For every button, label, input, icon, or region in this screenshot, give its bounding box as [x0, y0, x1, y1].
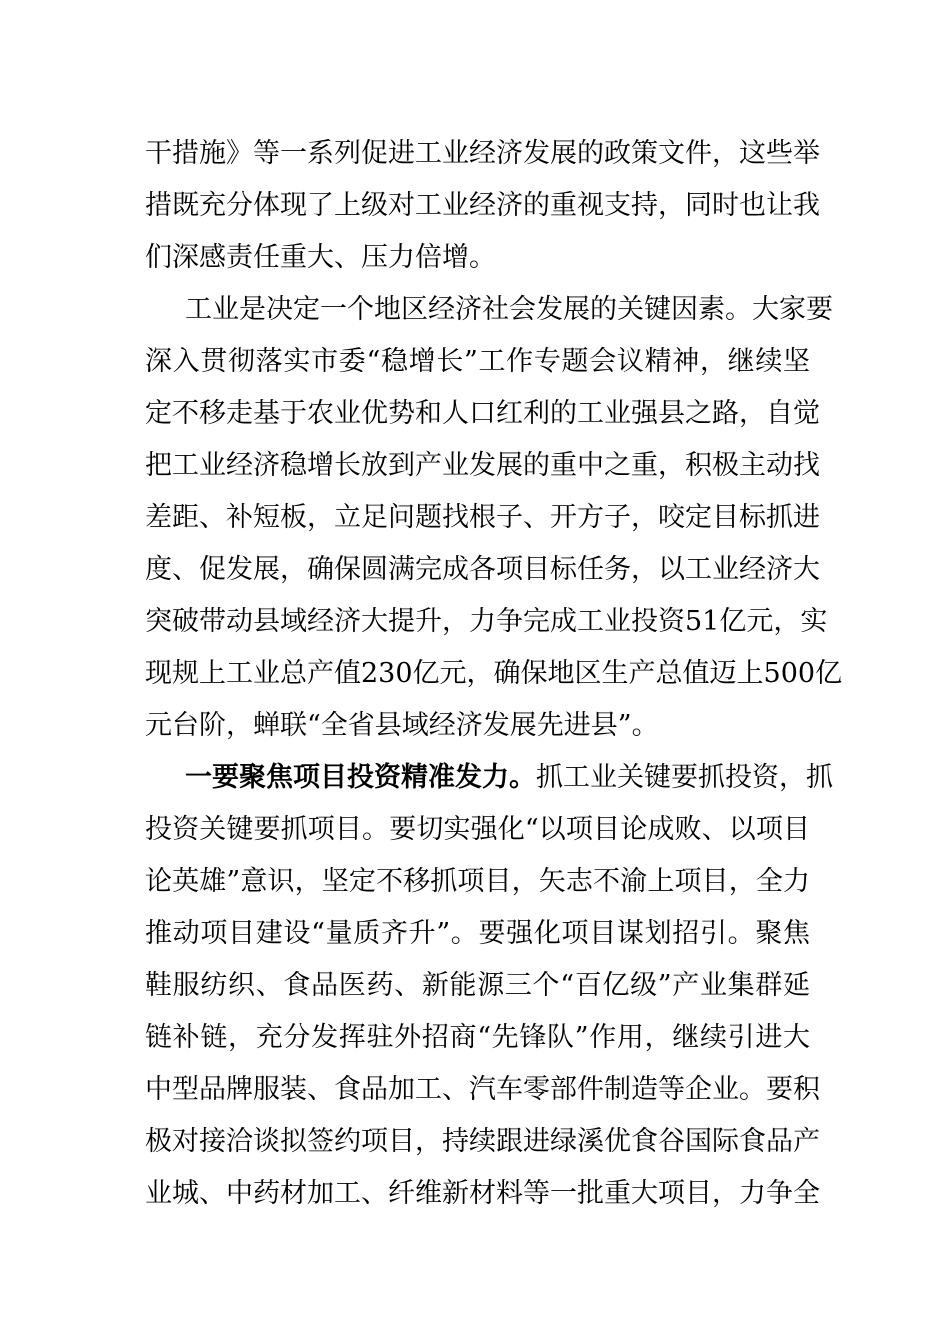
section-heading: 一要聚焦项目投资精准发力。 — [185, 762, 536, 793]
text-line — [145, 752, 833, 804]
text-line: 投资关键要抓项目。要切实强化“以项目论成败、以项目 — [145, 814, 810, 845]
text-line: 鞋服纺织、食品医药、新能源三个“百亿级”产业集群延 — [145, 970, 810, 1001]
paragraph-3 — [145, 752, 833, 1220]
paragraph-2 — [145, 284, 843, 752]
text-line: 业城、中药材加工、纤维新材料等一批重大项目，力争全 — [145, 1178, 820, 1209]
text-line: 把工业经济稳增长放到产业发展的重中之重，积极主动找 — [145, 450, 820, 481]
text-line: 差距、补短板，立足问题找根子、开方子，咬定目标抓进 — [145, 502, 820, 533]
text-line: 链补链，充分发挥驻外招商“先锋队”作用，继续引进大 — [145, 1022, 810, 1053]
text-line: 干措施》等一系列促进工业经济发展的政策文件，这些举 — [145, 138, 820, 169]
text-line: 论英雄”意识，坚定不移抓项目，矢志不渝上项目，全力 — [145, 866, 810, 897]
text-line: 度、促发展，确保圆满完成各项目标任务，以工业经济大 — [145, 554, 820, 585]
text-line: 现规上工业总产值230亿元，确保地区生产总值迈上500亿 — [145, 658, 843, 689]
text-line: 们深感责任重大、压力倍增。 — [145, 242, 496, 273]
text-line: 定不移走基于农业优势和人口红利的工业强县之路，自觉 — [145, 398, 820, 429]
document-body — [145, 128, 843, 1220]
text-line: 深入贯彻落实市委“稳增长”工作专题会议精神，继续坚 — [145, 346, 810, 377]
text-run: 抓工业关键要抓投资，抓 — [536, 762, 833, 793]
text-line: 突破带动县域经济大提升，力争完成工业投资51亿元，实 — [145, 606, 828, 637]
text-line: 极对接洽谈拟签约项目，持续跟进绿溪优食谷国际食品产 — [145, 1126, 820, 1157]
text-line: 元台阶，蝉联“全省县域经济发展先进县”。 — [145, 710, 659, 741]
text-line: 措既充分体现了上级对工业经济的重视支持，同时也让我 — [145, 190, 820, 221]
paragraph-1 — [145, 128, 820, 284]
text-line: 推动项目建设“量质齐升”。要强化项目谋划招引。聚焦 — [145, 918, 810, 949]
text-line: 中型品牌服装、食品加工、汽车零部件制造等企业。要积 — [145, 1074, 820, 1105]
text-line: 工业是决定一个地区经济社会发展的关键因素。大家要 — [185, 294, 833, 325]
